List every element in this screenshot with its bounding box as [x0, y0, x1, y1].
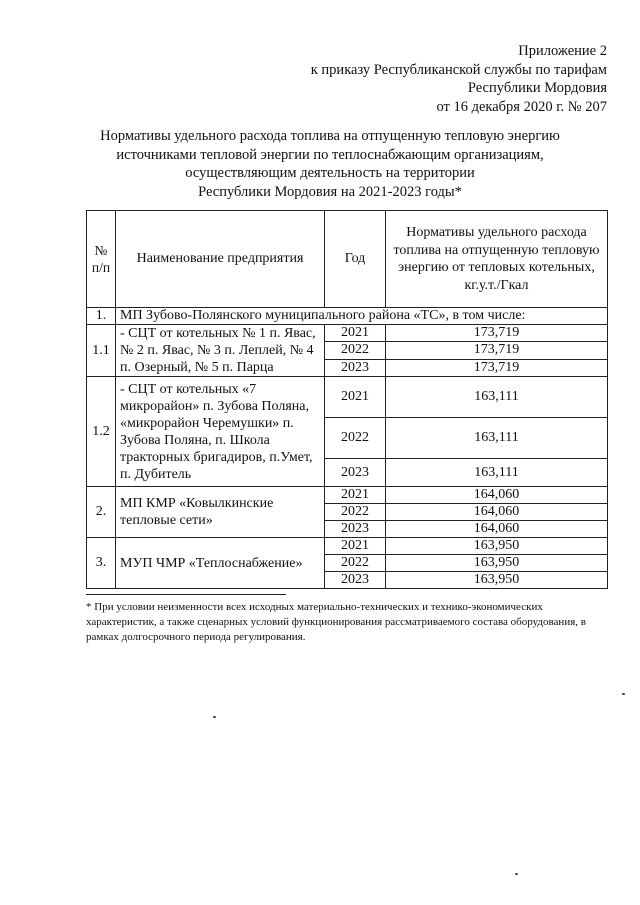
- scan-speck: [213, 716, 216, 718]
- header-num: № п/п: [87, 211, 116, 308]
- row-num: 1.: [87, 308, 116, 325]
- scan-speck: [515, 873, 518, 875]
- scan-speck: [622, 693, 625, 695]
- appendix-line: Приложение 2: [518, 43, 607, 59]
- header-year: Год: [325, 211, 386, 308]
- org-name: - СЦТ от котельных «7 микрорайон» п. Зубова Поляна, «микрорайон Черемушки» п. Зубова Поляна, п. Школа тракторных бригадиров, п.Умет, п. Дубитель: [116, 377, 325, 487]
- year-cell: 2021: [325, 538, 386, 555]
- value-cell: 163,950: [386, 572, 608, 589]
- year-cell: 2022: [325, 555, 386, 572]
- norms-table: [86, 210, 608, 589]
- org-name: МУП ЧМР «Теплоснабжение»: [116, 538, 325, 589]
- value-cell: 163,950: [386, 555, 608, 572]
- year-cell: 2021: [325, 377, 386, 418]
- value-cell: 164,060: [386, 487, 608, 504]
- value-cell: 173,719: [386, 342, 608, 359]
- value-cell: 163,111: [386, 459, 608, 487]
- appendix-header: [311, 42, 607, 116]
- year-cell: 2021: [325, 487, 386, 504]
- row-num: 1.1: [87, 325, 116, 377]
- value-cell: 173,719: [386, 325, 608, 342]
- footnote-divider: [86, 594, 286, 595]
- table-header-row: [87, 211, 608, 308]
- year-cell: 2022: [325, 504, 386, 521]
- footnote: * При условии неизменности всех исходных материально-технических и технико-экономических характеристик, а также сценарных условий функционирования рассматриваемого состава оборудования, в рамках долгосрочного периода регулирования.: [86, 601, 586, 643]
- title-line: Нормативы удельного расхода топлива на отпущенную тепловую энергию: [100, 128, 560, 144]
- appendix-line: Республики Мордовия: [467, 80, 607, 96]
- table-row: [87, 538, 608, 555]
- row-num: 2.: [87, 487, 116, 538]
- table-row: [87, 308, 608, 325]
- year-cell: 2022: [325, 418, 386, 459]
- header-value: Нормативы удельного расхода топлива на отпущенную тепловую энергию от тепловых котельных, кг.у.т./Гкал: [386, 211, 608, 308]
- appendix-line: от 16 декабря 2020 г. № 207: [436, 98, 607, 115]
- section-title: МП Зубово-Полянского муниципального района «ТС», в том числе:: [116, 308, 608, 325]
- value-cell: 164,060: [386, 504, 608, 521]
- year-cell: 2023: [325, 572, 386, 589]
- year-cell: 2023: [325, 521, 386, 538]
- value-cell: 173,719: [386, 359, 608, 376]
- table-row: [87, 487, 608, 504]
- year-cell: 2021: [325, 325, 386, 342]
- year-cell: 2023: [325, 359, 386, 376]
- value-cell: 163,950: [386, 538, 608, 555]
- title-line: осуществляющим деятельность на территории: [185, 165, 475, 181]
- title-line: источниками тепловой энергии по теплоснабжающим организациям,: [116, 146, 544, 163]
- document-title: [90, 127, 570, 201]
- value-cell: 163,111: [386, 377, 608, 418]
- table-row: [87, 325, 608, 342]
- row-num: 3.: [87, 538, 116, 589]
- appendix-line: к приказу Республиканской службы по тарифам: [310, 61, 607, 78]
- title-line: Республики Мордовия на 2021-2023 годы*: [198, 183, 462, 200]
- value-cell: 163,111: [386, 418, 608, 459]
- year-cell: 2023: [325, 459, 386, 487]
- table-row: [87, 377, 608, 418]
- org-name: МП КМР «Ковылкинские тепловые сети»: [116, 487, 325, 538]
- value-cell: 164,060: [386, 521, 608, 538]
- org-name: - СЦТ от котельных № 1 п. Явас, № 2 п. Явас, № 3 п. Леплей, № 4 п. Озерный, № 5 п. Парца: [116, 325, 325, 377]
- header-name: Наименование предприятия: [116, 211, 325, 308]
- row-num: 1.2: [87, 377, 116, 487]
- year-cell: 2022: [325, 342, 386, 359]
